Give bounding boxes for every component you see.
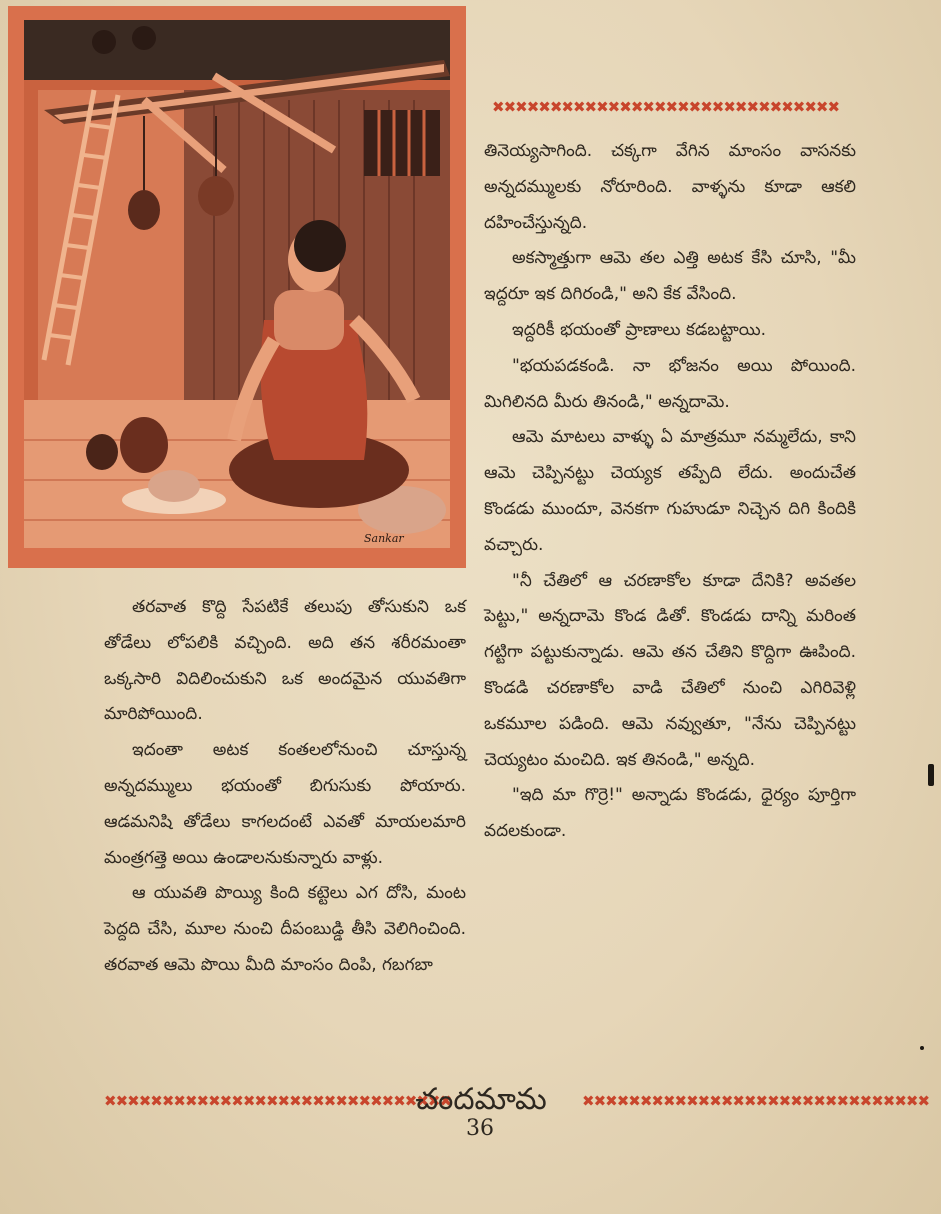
paragraph: తరవాత కొద్ది సేపటికే తలుపు తోసుకుని ఒక తోడేలు లోపలికి వచ్చింది. అది తన శరీరమంతా ఒక్కసారి విదిలించుకుని ఒక అందమైన యువతిగా మారిపోయింది. — [104, 597, 466, 725]
print-speck — [928, 764, 934, 786]
paragraph: "నీ చేతిలో ఆ చరణాకోల కూడా దేనికి? అవతల పెట్టు," అన్నదామె కొండ డితో. కొండడు దాన్ని మరింత గట్టిగా పట్టుకున్నాడు. ఆమె తన చేతిని కొద్దిగా ఊపింది. కొండడి చరణాకోల వాడి చేతిలో నుంచి ఎగిరివెళ్లి ఒకమూల పడింది. ఆమె నవ్వుతూ, "నేను చెప్పినట్టు చెయ్యటం మంచిది. ఇక తినండి," అన్నది. — [484, 570, 856, 770]
paragraph: ఆ యువతి పొయ్యి కింది కట్టెలు ఎగ దోసి, మంట పెద్దది చేసి, మూల నుంచి దీపంబుడ్డి తీసి వెలిగించింది. తరవాత ఆమె పొయి మీది మాంసం దింపి, గబగబా — [104, 883, 466, 975]
paragraph: అకస్మాత్తుగా ఆమె తల ఎత్తి అటక కేసి చూసి, "మీ ఇద్దరూ ఇక దిగిరండి," అని కేక వేసింది. — [484, 248, 856, 305]
paragraph: ఆమె మాటలు వాళ్ళు ఏ మాత్రమూ నమ్మలేదు, కాని ఆమె చెప్పినట్టు చెయ్యక తప్పేది లేదు. అందుచేత కొండడు ముందూ, వెనకగా గుహుడూ నిచ్చెన దిగి కిందికి వచ్చారు. — [484, 427, 856, 555]
paragraph: ఇద్దరికీ భయంతో ప్రాణాలు కడబట్టాయి. — [512, 319, 767, 340]
ornament-border-footer-left: ✖✖✖✖✖✖✖✖✖✖✖✖✖✖✖✖✖✖✖✖✖✖✖✖✖✖✖✖✖✖ — [104, 1092, 452, 1110]
paragraph: ఇదంతా అటక కంతలలోనుంచి చూస్తున్న అన్నదమ్ములు భయంతో బిగుసుకు పోయారు. ఆడమనిషి తోడేలు కాగలదంటే ఎవతో మాయలమారి మంత్రగత్తె అయి ఉండాలనుకున్నారు వాళ్లు. — [104, 740, 466, 868]
artist-signature: Sankar — [364, 532, 404, 545]
print-speck — [920, 1046, 924, 1050]
left-text-column — [104, 590, 466, 984]
paragraph: తినెయ్యసాగింది. చక్కగా వేగిన మాంసం వాసనకు అన్నదమ్ములకు నోరూరింది. వాళ్ళను కూడా ఆకలి దహించేస్తున్నది. — [484, 141, 856, 233]
paragraph: "ఇది మా గొర్రె!" అన్నాడు కొండడు, ధైర్యం పూర్తిగా వదలకుండా. — [484, 785, 856, 842]
ornament-border-top: ✖✖✖✖✖✖✖✖✖✖✖✖✖✖✖✖✖✖✖✖✖✖✖✖✖✖✖✖✖✖ — [492, 98, 840, 116]
magazine-title: చందమామ — [415, 1082, 547, 1117]
right-text-column — [484, 134, 856, 850]
story-illustration — [8, 6, 466, 568]
illustration-art — [24, 20, 450, 548]
page-number: 36 — [466, 1116, 494, 1141]
paragraph: "భయపడకండి. నా భోజనం అయి పోయింది. మిగిలినది మీరు తినండి," అన్నదామె. — [484, 355, 856, 412]
ornament-border-footer-right: ✖✖✖✖✖✖✖✖✖✖✖✖✖✖✖✖✖✖✖✖✖✖✖✖✖✖✖✖✖✖ — [582, 1092, 930, 1110]
